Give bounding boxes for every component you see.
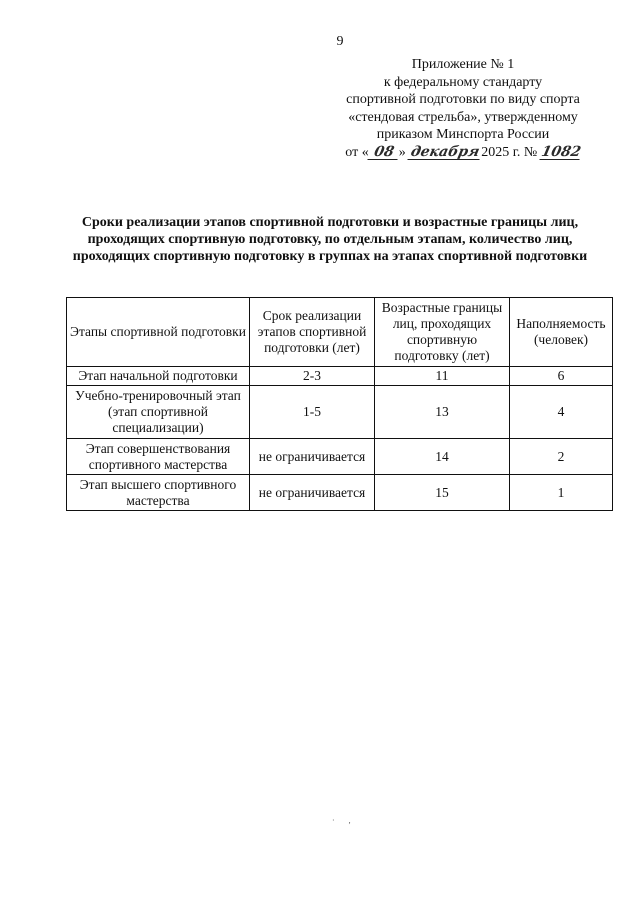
- cell-size: 2: [510, 439, 613, 475]
- date-prefix: от «: [345, 144, 369, 160]
- cell-duration: не ограничивается: [250, 475, 375, 511]
- table-row: [67, 475, 613, 511]
- handwritten-order-number: 1082: [539, 143, 583, 160]
- table-row: [67, 367, 613, 386]
- cell-size: 1: [510, 475, 613, 511]
- header-age-limits: Возрастные границы лиц, проходящих спортивную подготовку (лет): [375, 298, 510, 367]
- cell-duration: 1-5: [250, 386, 375, 439]
- scan-specks: · ,: [332, 816, 351, 825]
- cell-size: 6: [510, 367, 613, 386]
- appendix-discipline-line: «стендовая стрельба», утвержденному: [348, 109, 578, 125]
- cell-stage: Этап высшего спортивного мастерства: [67, 475, 250, 511]
- cell-duration: 2-3: [250, 367, 375, 386]
- page-number: 9: [336, 34, 344, 49]
- appendix-block: [318, 56, 608, 161]
- appendix-standard-line: к федеральному стандарту: [383, 74, 543, 90]
- date-mid: »: [398, 144, 406, 160]
- table-row: [67, 439, 613, 475]
- appendix-order-line: приказом Минспорта России: [376, 127, 550, 142]
- handwritten-day: 08: [367, 145, 400, 160]
- cell-age: 14: [375, 439, 510, 475]
- date-year: 2025 г. №: [481, 144, 538, 160]
- appendix-title: Приложение № 1: [411, 57, 515, 72]
- table-row: [67, 386, 613, 439]
- cell-size: 4: [510, 386, 613, 439]
- cell-stage: Этап совершенствования спортивного мастерства: [67, 439, 250, 475]
- header-stages: Этапы спортивной подготовки: [67, 298, 250, 367]
- cell-age: 15: [375, 475, 510, 511]
- order-date-line: [318, 144, 608, 162]
- stages-table: [66, 297, 613, 511]
- cell-stage: Этап начальной подготовки: [67, 367, 250, 386]
- handwritten-month: декабря: [409, 143, 482, 160]
- appendix-sport-line: спортивной подготовки по виду спорта: [346, 92, 580, 107]
- header-group-size: Наполняемость (человек): [510, 298, 613, 367]
- cell-stage: Учебно-тренировочный этап (этап спортивной специализации): [67, 386, 250, 439]
- cell-age: 11: [375, 367, 510, 386]
- document-title: Сроки реализации этапов спортивной подготовки и возрастные границы лиц, проходящих спортивную подготовку, по отдельным этапам, количество лиц, проходящих спортивную подготовку в группах на этапах спортивной подготовки: [72, 215, 588, 264]
- cell-age: 13: [375, 386, 510, 439]
- header-duration: Срок реализации этапов спортивной подготовки (лет): [250, 298, 375, 367]
- table-header-row: [67, 298, 613, 367]
- cell-duration: не ограничивается: [250, 439, 375, 475]
